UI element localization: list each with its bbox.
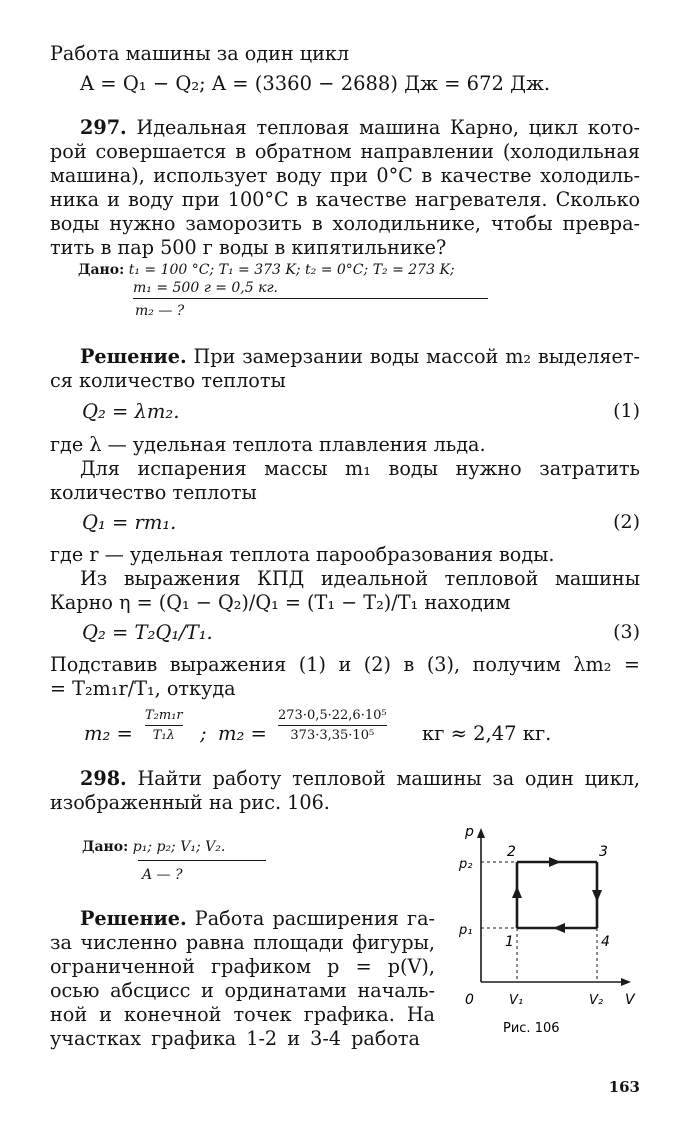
find-298: A — ? bbox=[142, 867, 183, 883]
v-axis-arrow bbox=[621, 978, 631, 986]
problem-298-line-2: изображенный на рис. 106. bbox=[50, 791, 330, 814]
problem-298-number: 298. bbox=[80, 767, 127, 790]
work-heading: Работа машины за один цикл bbox=[50, 42, 350, 65]
point-3-label: 3 bbox=[599, 844, 608, 860]
p2-label: p₂ bbox=[459, 857, 473, 872]
arrow-1-2 bbox=[512, 886, 522, 898]
final-m2b-label: m₂ = bbox=[218, 722, 267, 745]
solution-label: Решение. bbox=[80, 345, 187, 368]
problem-297-number: 297. bbox=[80, 116, 127, 139]
fraction-numeric-denominator: 373·3,35·10⁵ bbox=[290, 728, 375, 744]
problem-297-line-4: ника и воду при 100°С в качестве нагревателя. Сколько bbox=[50, 188, 640, 211]
given-298: Дано: p₁; p₂; V₁; V₂. bbox=[82, 839, 226, 855]
efficiency-line-1: Из выражения КПД идеальной тепловой машины bbox=[80, 567, 640, 590]
solution-298-line-3: ограниченной графиком p = p(V), bbox=[50, 955, 435, 978]
given-divider bbox=[133, 298, 488, 299]
arrow-2-3 bbox=[549, 857, 561, 867]
work-formula: A = Q₁ − Q₂; A = (3360 − 2688) Дж = 672 Дж. bbox=[80, 72, 551, 95]
equation-3: Q₂ = T₂Q₁/T₁. bbox=[82, 621, 213, 644]
solution-298-line-4: осью абсцисс и ординатами началь- bbox=[50, 979, 435, 1002]
point-1-label: 1 bbox=[505, 934, 514, 950]
equation-1: Q₂ = λm₂. bbox=[82, 400, 180, 423]
final-result: кг ≈ 2,47 кг. bbox=[422, 722, 552, 745]
solution-298-line-6: участках графика 1-2 и 3-4 работа bbox=[50, 1027, 420, 1050]
given-297: Дано: t₁ = 100 °С; T₁ = 373 K; t₂ = 0°С; T₂ = 273 K; bbox=[78, 262, 455, 278]
page-number: 163 bbox=[608, 1078, 640, 1096]
v1-label: V₁ bbox=[509, 993, 524, 1008]
solution-298-line-5: ной и конечной точек графика. На bbox=[50, 1003, 435, 1026]
solution-297-line-2: ся количество теплоты bbox=[50, 369, 286, 392]
origin-label: 0 bbox=[465, 992, 474, 1008]
fraction-numerator: T₂m₁r bbox=[145, 708, 183, 723]
equation-3-number: (3) bbox=[613, 621, 640, 643]
solution-298-line-1: Решение. Работа расширения га- bbox=[80, 907, 435, 930]
efficiency-line-2: Карно η = (Q₁ − Q₂)/Q₁ = (T₁ − T₂)/T₁ находим bbox=[50, 591, 511, 614]
equation-1-number: (1) bbox=[613, 400, 640, 422]
evaporation-line-1: Для испарения массы m₁ воды нужно затратить bbox=[80, 457, 640, 480]
final-fraction-numeric bbox=[278, 708, 387, 743]
final-separator: ; bbox=[200, 722, 207, 745]
axis-p-label: p bbox=[465, 824, 474, 840]
p1-label: p₁ bbox=[459, 923, 473, 938]
problem-297-line-2: рой совершается в обратном направлении (холодильная bbox=[50, 140, 640, 163]
solution-297-line-1: Решение. При замерзании воды массой m₂ выделяет- bbox=[80, 345, 640, 368]
p-axis-arrow bbox=[477, 828, 485, 838]
equation-2: Q₁ = rm₁. bbox=[82, 511, 177, 534]
problem-298-line-1: 298. Найти работу тепловой машины за один цикл, bbox=[80, 767, 640, 790]
figure-caption: Рис. 106 bbox=[503, 1021, 560, 1036]
axis-v-label: V bbox=[625, 992, 635, 1008]
lambda-definition: где λ — удельная теплота плавления льда. bbox=[50, 433, 486, 456]
pv-diagram-figure bbox=[455, 822, 645, 1037]
arrow-3-4 bbox=[592, 890, 602, 902]
fraction-numeric-numerator: 273·0,5·22,6·10⁵ bbox=[278, 708, 387, 723]
substitution-line-2: = T₂m₁r/T₁, откуда bbox=[50, 677, 236, 700]
equation-2-number: (2) bbox=[613, 511, 640, 533]
problem-297-line-1: 297. Идеальная тепловая машина Карно, цикл кото- bbox=[80, 116, 640, 139]
final-m2-label: m₂ = bbox=[84, 722, 133, 745]
given-297-mass: m₁ = 500 г = 0,5 кг. bbox=[133, 280, 278, 296]
solution-298-line-2: за численно равна площади фигуры, bbox=[50, 931, 435, 954]
fraction-denominator: T₁λ bbox=[152, 728, 175, 744]
given-298-divider bbox=[138, 860, 266, 861]
substitution-line-1: Подставив выражения (1) и (2) в (3), получим λm₂ = bbox=[50, 653, 640, 676]
v2-label: V₂ bbox=[589, 993, 604, 1008]
final-fraction-symbolic bbox=[145, 708, 183, 743]
find-297: m₂ — ? bbox=[135, 303, 185, 319]
arrow-4-1 bbox=[553, 923, 565, 933]
point-4-label: 4 bbox=[601, 934, 610, 950]
problem-297-line-3: машина), использует воду при 0°С в качестве холодиль- bbox=[50, 164, 640, 187]
problem-297-line-5: воды нужно заморозить в холодильнике, чтобы превра- bbox=[50, 212, 640, 235]
r-definition: где r — удельная теплота парообразования воды. bbox=[50, 543, 555, 566]
point-2-label: 2 bbox=[507, 844, 516, 860]
evaporation-line-2: количество теплоты bbox=[50, 481, 257, 504]
problem-297-line-6: тить в пар 500 г воды в кипятильнике? bbox=[50, 236, 447, 259]
